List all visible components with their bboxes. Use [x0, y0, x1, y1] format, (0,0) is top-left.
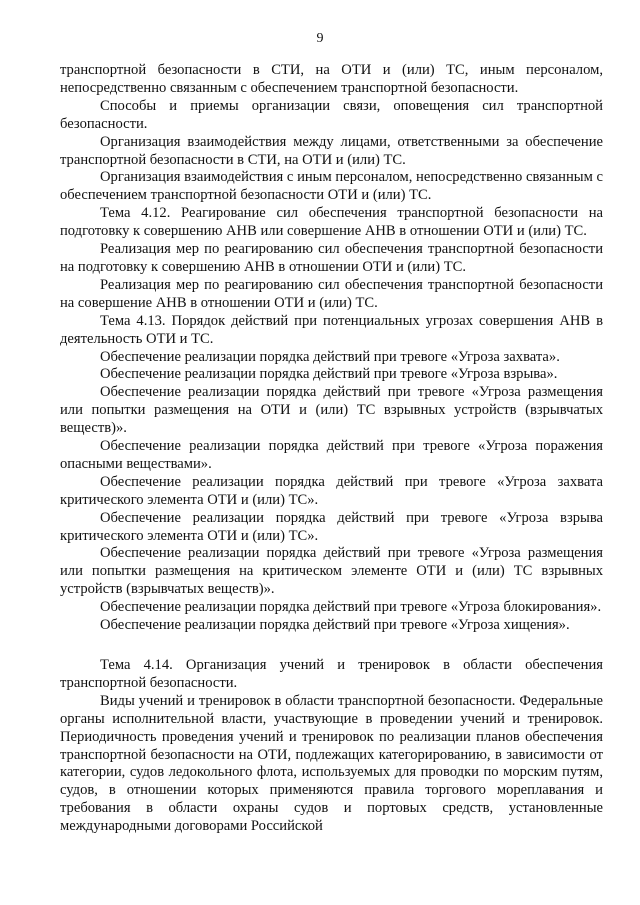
paragraph: Обеспечение реализации порядка действий при тревоге «Угроза взрыва».: [100, 366, 558, 383]
paragraph: Обеспечение реализации порядка действий при тревоге «Угроза размещения или попытки размещения на критическом элементе ОТИ и (или) ТС взрывных устройств (взрывчатых веществ)».: [60, 545, 603, 598]
paragraph: Обеспечение реализации порядка действий при тревоге «Угроза размещения или попытки размещения на ОТИ и (или) ТС взрывных устройств (взрывчатых веществ)».: [60, 384, 603, 437]
paragraph-continuation: транспортной безопасности в СТИ, на ОТИ и (или) ТС, иным персоналом, непосредственно связанным с обеспечением транспортной безопасности.: [60, 62, 603, 96]
page-number: 9: [316, 31, 324, 46]
paragraph: Обеспечение реализации порядка действий при тревоге «Угроза захвата».: [100, 348, 560, 365]
paragraph: Организация взаимодействия с иным персоналом, непосредственно связанным с обеспечением транспортной безопасности ОТИ и (или) ТС.: [60, 169, 603, 204]
topic-heading-4-12: Тема 4.12. Реагирование сил обеспечения транспортной безопасности на подготовку к совершению АНВ или совершение АНВ в отношении ОТИ и (или) ТС.: [60, 205, 603, 240]
paragraph: Реализация мер по реагированию сил обеспечения транспортной безопасности на подготовку к совершению АНВ в отношении ОТИ и (или) ТС.: [60, 241, 603, 275]
paragraph: Способы и приемы организации связи, оповещения сил транспортной безопасности.: [60, 97, 603, 132]
paragraph: Обеспечение реализации порядка действий при тревоге «Угроза поражения опасными веществами».: [60, 438, 603, 472]
paragraph: Обеспечение реализации порядка действий при тревоге «Угроза захвата критического элемента ОТИ и (или) ТС».: [60, 473, 603, 508]
paragraph: Обеспечение реализации порядка действий при тревоге «Угроза взрыва критического элемента ОТИ и (или) ТС».: [60, 509, 603, 544]
paragraph: Организация взаимодействия между лицами, ответственными за обеспечение транспортной безопасности в СТИ, на ОТИ и (или) ТС.: [60, 133, 603, 168]
paragraph: Обеспечение реализации порядка действий при тревоге «Угроза блокирования».: [100, 599, 602, 616]
paragraph: Реализация мер по реагированию сил обеспечения транспортной безопасности на совершение АНВ в отношении ОТИ и (или) ТС.: [60, 276, 603, 311]
topic-heading-4-14: Тема 4.14. Организация учений и тренировок в области обеспечения транспортной безопасности.: [60, 657, 603, 691]
paragraph: Виды учений и тренировок в области транспортной безопасности. Федеральные органы исполнительной власти, участвующие в проведении учений и тренировок. Периодичность проведения учений и тренировок по реализации планов обеспечения транспортной безопасности на ОТИ, подлежащих категорированию, в зависимости от категории, судов ледокольного флота, используемых для проводки по морским путям, судов, в отношении которых применяются правила торгового мореплавания и требования в области охраны судов и портовых средств, установленные международными договорами Российской: [60, 692, 603, 835]
document-body: [60, 62, 603, 836]
topic-heading-4-13: Тема 4.13. Порядок действий при потенциальных угрозах совершения АНВ в деятельность ОТИ и ТС.: [60, 312, 603, 347]
paragraph: Обеспечение реализации порядка действий при тревоге «Угроза хищения».: [100, 617, 570, 634]
